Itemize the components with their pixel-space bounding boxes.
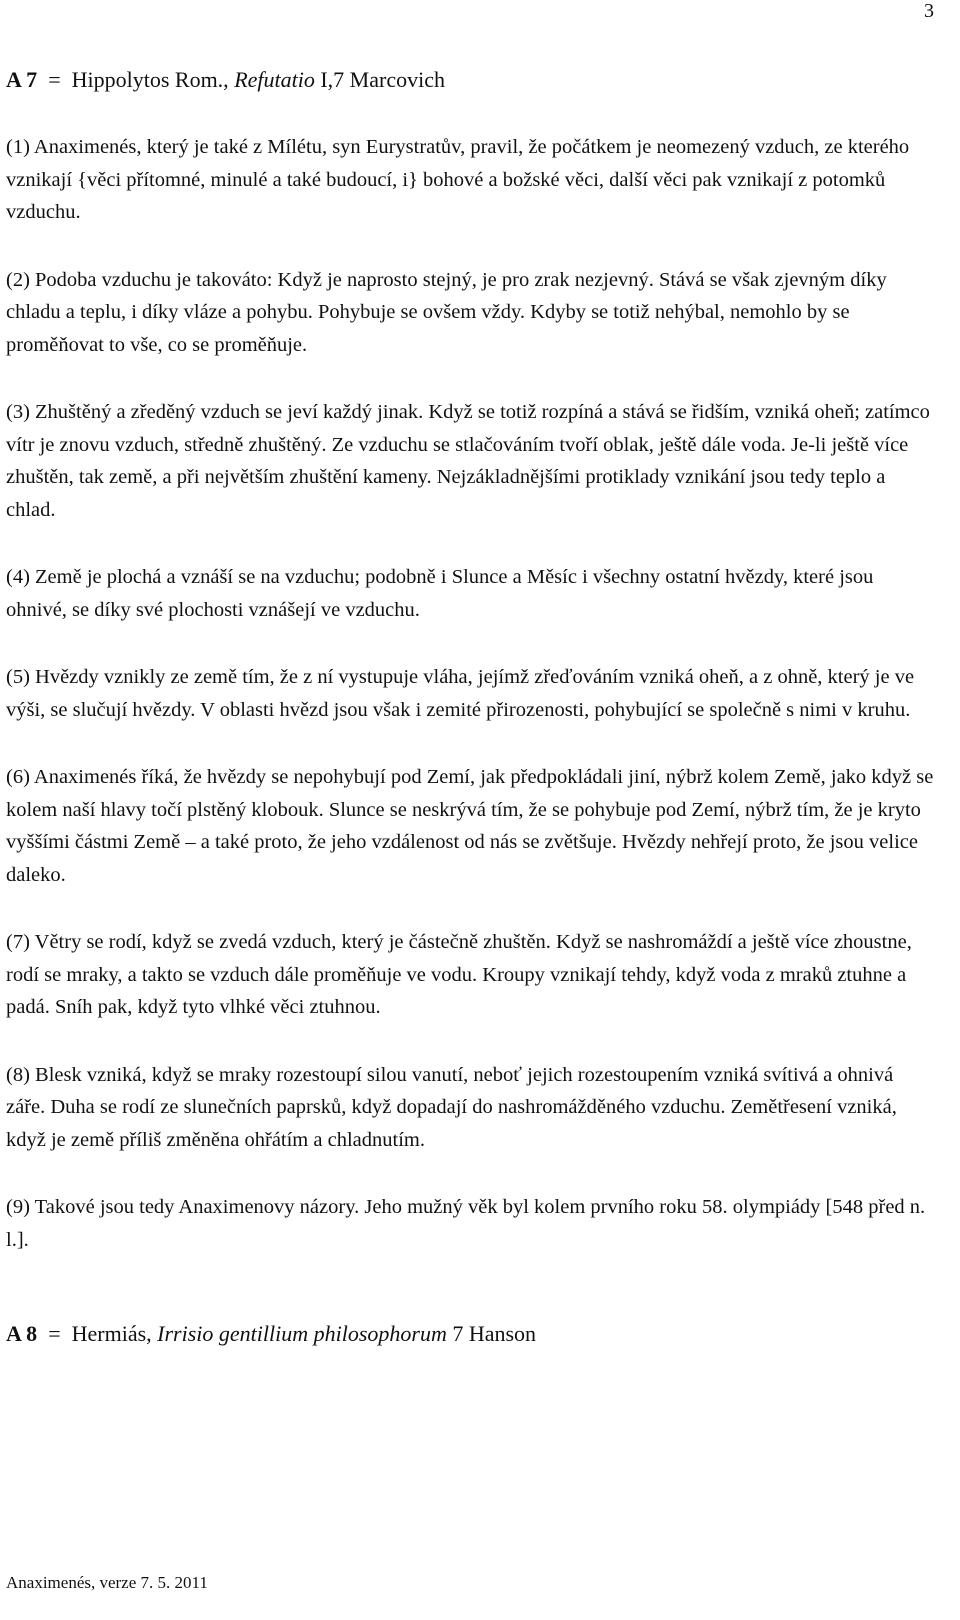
source-work: Refutatio [234, 67, 315, 92]
section-heading-a8 [6, 1318, 936, 1350]
page-footer: Anaximenés, verze 7. 5. 2011 [6, 1573, 208, 1592]
source-author: Hippolytos Rom., [71, 67, 229, 92]
paragraph-4: (4) Země je plochá a vznáší se na vzduchu; podobně i Slunce a Měsíc i všechny ostatní hvězdy, které jsou ohnivé, se díky své plochosti vznášejí ve vzduchu. [6, 566, 874, 621]
paragraph-7: (7) Větry se rodí, když se zvedá vzduch, který je částečně zhuštěn. Když se nashromáždí a ještě více zhoustne, rodí se mraky, a takto se vzduch dále proměňuje ve vodu. Kroupy vznikají tehdy, když voda z mraků ztuhne a padá. Sníh pak, když tyto vlhké věci ztuhnou. [6, 931, 912, 1018]
document-body [6, 64, 936, 1350]
equals-sign: = [48, 1321, 61, 1346]
paragraph-8: (8) Blesk vzniká, když se mraky rozestoupí silou vanutí, neboť jejich rozestoupením vzniká svítivá a ohnivá záře. Duha se rodí ze slunečních paprsků, když dopadají do nashromážděného vzduchu. Zemětřesení vzniká, když je země příliš změněna ohřátím a chladnutím. [6, 1063, 897, 1151]
paragraph-6: (6) Anaximenés říká, že hvězdy se nepohybují pod Zemí, jak předpokládali jiní, nýbrž kolem Země, jako když se kolem naší hlavy točí plstěný klobouk. Slunce se neskrývá tím, že se pohybuje pod Zemí, nýbrž tím, že je kryto vyššími částmi Země – a také proto, že jeho vzdálenost od nás se zvětšuje. Hvězdy nehřejí proto, že jsou velice daleko. [6, 766, 934, 886]
section-heading-a7 [6, 64, 936, 96]
paragraph-9: (9) Takové jsou tedy Anaximenovy názory. Jeho mužný věk byl kolem prvního roku 58. olympiády [548 před n. l.]. [6, 1196, 926, 1251]
paragraph-1: (1) Anaximenés, který je také z Mílétu, syn Eurystratův, pravil, že počátkem je neomezený vzduch, ze kterého vznikají {věci přítomné, minulé a také budoucí, i} bohové a božské věci, další věci pak vznikají z potomků vzduchu. [6, 136, 910, 223]
section-label: A 8 [6, 1321, 38, 1346]
paragraph-2: (2) Podoba vzduchu je takováto: Když je naprosto stejný, je pro zrak nezjevný. Stává se však zjevným díky chladu a teplu, i díky vláze a pohybu. Pohybuje se ovšem vždy. Kdyby se totiž nehýbal, nemohlo by se proměňovat to vše, co se proměňuje. [6, 268, 887, 356]
page-number: 3 [924, 0, 934, 22]
source-author: Hermiás, [71, 1321, 152, 1346]
equals-sign: = [48, 67, 61, 92]
source-work: Irrisio gentillium philosophorum [157, 1321, 447, 1346]
source-reference: I,7 Marcovich [320, 67, 445, 92]
paragraph-5: (5) Hvězdy vznikly ze země tím, že z ní vystupuje vláha, jejímž zřeďováním vzniká oheň, a z ohně, který je ve výši, se slučují hvězdy. V oblasti hvězd jsou však i zemité přirozenosti, pohybující se společně s nimi v kruhu. [6, 666, 915, 721]
source-reference: 7 Hanson [452, 1321, 537, 1346]
section-label: A 7 [6, 67, 38, 92]
paragraph-3: (3) Zhuštěný a zředěný vzduch se jeví každý jinak. Když se totiž rozpíná a stává se řidším, vzniká oheň; zatímco vítr je znovu vzduch, středně zhuštěný. Ze vzduchu se stlačováním tvoří oblak, ještě dále voda. Je-li ještě více zhuštěn, tak země, a při největším zhuštění kameny. Nejzákladnějšími protiklady vznikání jsou tedy teplo a chlad. [6, 401, 930, 521]
